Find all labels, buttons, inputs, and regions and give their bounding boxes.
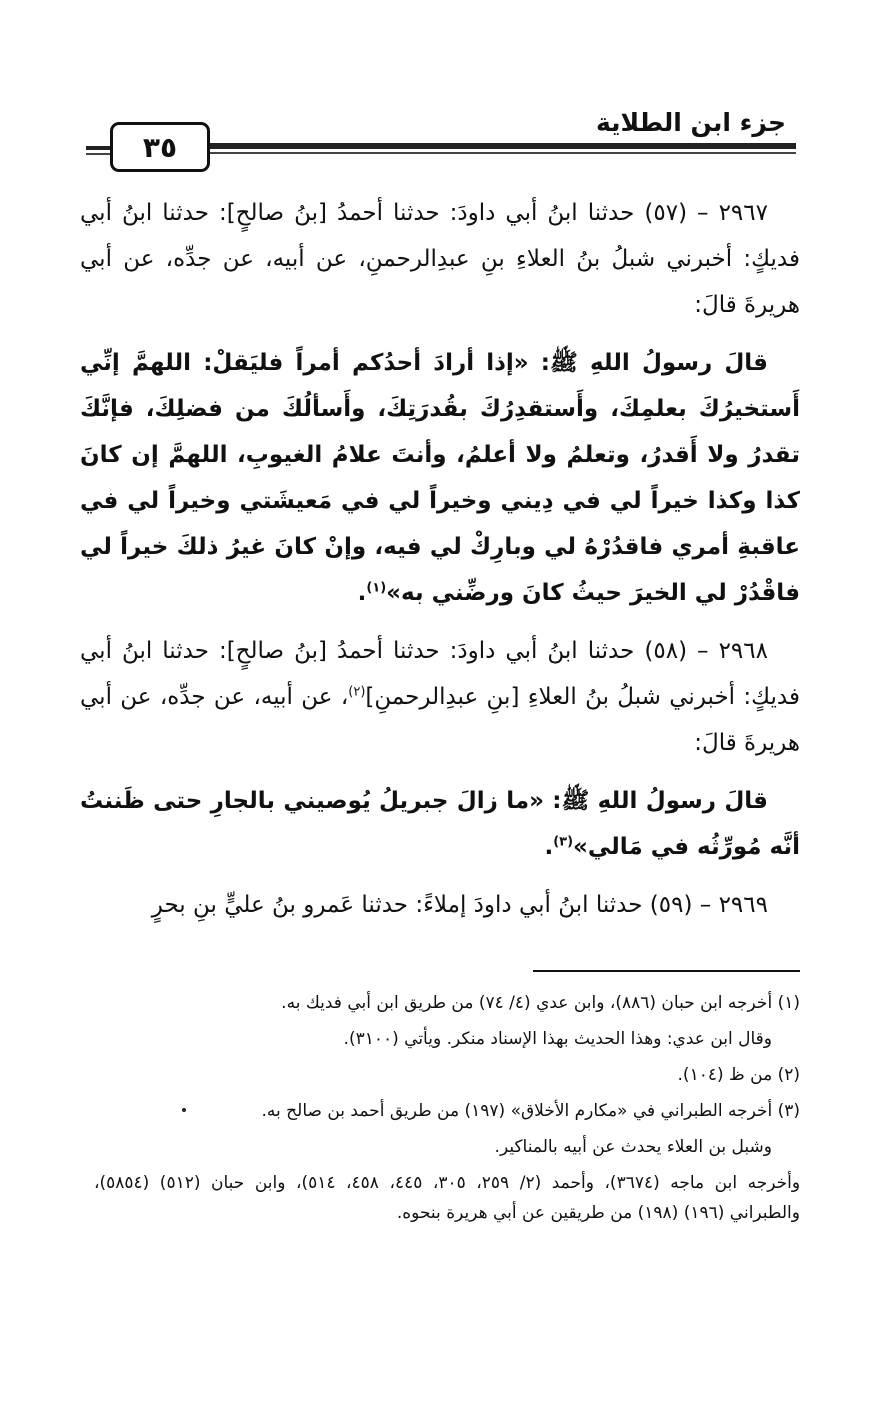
- hadith-chain-2967: ٢٩٦٧ – (٥٧) حدثنا ابنُ أبي داودَ: حدثنا أحمدُ [بنُ صالحٍ]: حدثنا ابنُ أبي فديكٍ: أخبرني شبلُ بنُ العلاءِ بنِ عبدِالرحمنِ، عن أبيه، عن جدِّه، عن أبي هريرةَ قالَ:: [80, 200, 800, 318]
- footnote-3-additional: وأخرجه ابن ماجه (٣٦٧٤)، وأحمد (٢/ ٢٥٩، ٣٠٥، ٤٤٥، ٤٥٨، ٥١٤)، وابن حبان (٥١٢) (٥٨٥٤)، والطبراني (١٩٦) (١٩٨) من طريقين عن أبي هريرة بنحوه.: [94, 1173, 801, 1223]
- hadith-text-2968: قالَ رسولُ اللهِ ﷺ: «ما زالَ جبريلُ يُوصيني بالجارِ حتى ظَننتُ أنَّه مُورِّثُه في مَالي»$^{(٣)}$.: [80, 788, 800, 860]
- page-number-box: [110, 122, 210, 172]
- hadith-chain-2968: ٢٩٦٨ – (٥٨) حدثنا ابنُ أبي داودَ: حدثنا أحمدُ [بنُ صالحٍ]: حدثنا ابنُ أبي فديكٍ: أخبرني شبلُ بنُ العلاءِ [بنِ عبدِالرحمنِ]$^{(٢)}$، عن أبيه، عن جدِّه، عن أبي هريرةَ قالَ:: [80, 638, 800, 756]
- footnote-1-continued: وقال ابن عدي: وهذا الحديث بهذا الإسناد منكر. ويأتي (٣١٠٠).: [343, 1029, 772, 1049]
- page-header: [86, 100, 796, 170]
- footnote-divider: [533, 970, 800, 972]
- book-title: جزء ابن الطلاية: [595, 108, 786, 137]
- header-rule-thick: [201, 143, 796, 149]
- footnote-1: (١) أخرجه ابن حبان (٨٨٦)، وابن عدي (٤/ ٧٤) من طريق ابن أبي فديك به.: [281, 993, 800, 1013]
- hadith-chain-2969: ٢٩٦٩ – (٥٩) حدثنا ابنُ أبي داودَ إملاءً: حدثنا عَمرو بنُ عليٍّ بنِ بحرٍ: [151, 892, 768, 918]
- footnotes: [94, 988, 800, 1234]
- footnote-3: (٣) أخرجه الطبراني في «مكارم الأخلاق» (١٩٧) من طريق أحمد بن صالح به.: [261, 1101, 800, 1121]
- footnote-ref-3: (٣): [553, 834, 574, 850]
- print-speck: [182, 1108, 186, 1112]
- footnote-2: (٢) من ظ (١٠٤).: [677, 1065, 800, 1085]
- footnote-ref-2: (٢): [348, 684, 366, 700]
- header-rule-left-thin: [86, 153, 112, 155]
- footnote-ref-1: (١): [366, 580, 387, 596]
- hadith-text-2967: قالَ رسولُ اللهِ ﷺ: «إذا أرادَ أحدُكم أمراً فليَقلْ: اللهمَّ إنِّي أَستخيرُكَ بعلمِكَ، وأَستقدِرُكَ بقُدرَتِكَ، وأَسألُكَ من فضلِكَ، فإنَّكَ تقدرُ ولا أَقدرُ، وتعلمُ ولا أعلمُ، وأنتَ علامُ الغيوبِ، اللهمَّ إن كانَ كذا وكذا خيراً لي في دِيني وخيراً لي في مَعيشَتي وخيراً لي في عاقبةِ أمري فاقدُرْهُ لي وبارِكْ لي فيه، وإنْ كانَ غيرُ ذلكَ خيراً لي فاقْدُرْ لي الخيرَ حيثُ كانَ ورضِّني به»$^{(١)}$.: [80, 350, 800, 606]
- main-text: [80, 190, 800, 940]
- footnote-3-continued: وشبل بن العلاء يحدث عن أبيه بالمناكير.: [494, 1137, 772, 1157]
- header-rule-thin: [201, 152, 796, 154]
- page-number: ٣٥: [142, 130, 178, 164]
- header-rule-left: [86, 146, 112, 150]
